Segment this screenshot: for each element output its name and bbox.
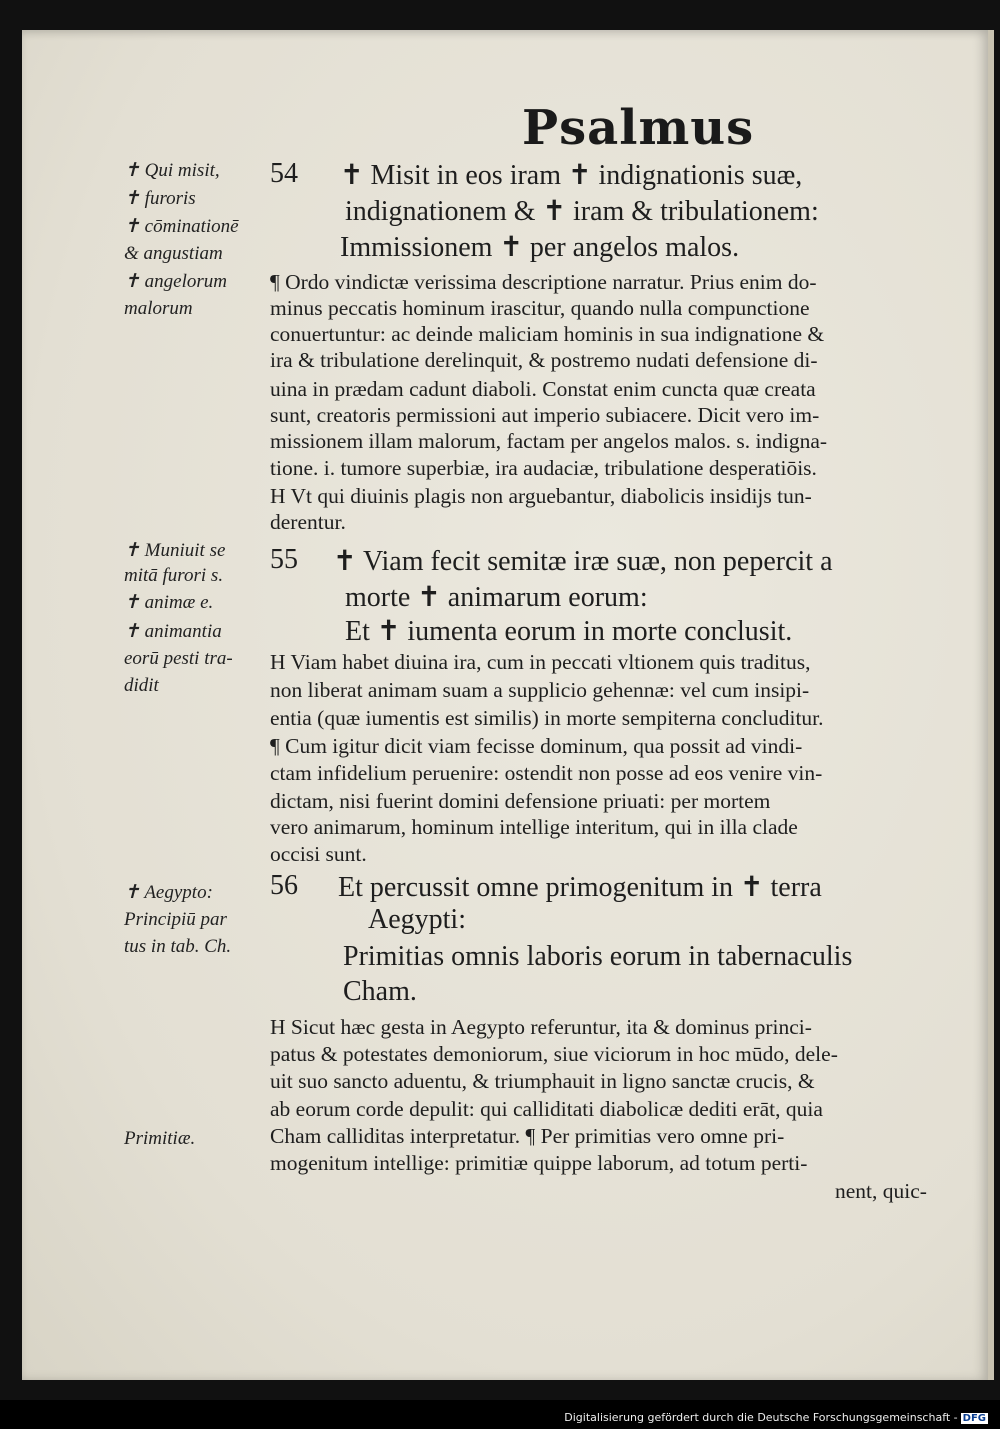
page-edge — [988, 30, 994, 1380]
commentary-line: dictam, nisi fuerint domini defensione priuati: per mortem — [270, 789, 771, 813]
commentary-line: H Sicut hæc gesta in Aegypto referuntur, ita & dominus princi- — [270, 1015, 812, 1039]
margin-note: ✝ Aegypto: — [124, 882, 213, 903]
commentary-line: H Viam habet diuina ira, cum in peccati vltionem quis traditus, — [270, 650, 811, 674]
margin-note: Primitiæ. — [124, 1128, 196, 1149]
margin-note: mitā furori s. — [124, 565, 224, 586]
margin-note: ✝ furoris — [124, 188, 196, 209]
commentary-line: occisi sunt. — [270, 842, 367, 866]
verse-number: 54 — [270, 158, 298, 189]
digitization-credit — [564, 1411, 988, 1424]
verse-line: morte ✝ animarum eorum: — [345, 582, 648, 613]
commentary-line: minus peccatis hominum irascitur, quando nulla compunctione — [270, 296, 810, 320]
commentary-line: vero animarum, hominum intellige interitum, qui in illa clade — [270, 815, 798, 839]
verse-number: 55 — [270, 544, 298, 575]
margin-note: ✝ Qui misit, — [124, 160, 220, 181]
margin-note: eorū pesti tra- — [124, 648, 233, 669]
verse-line: Et percussit omne primogenitum in ✝ terra — [338, 872, 822, 903]
margin-note: ✝ angelorum — [124, 271, 227, 292]
verse-line: ✝ Misit in eos iram ✝ indignationis suæ, — [340, 160, 803, 191]
commentary-line: entia (quæ iumentis est similis) in morte sempiterna concluditur. — [270, 706, 824, 730]
commentary-line: conuertuntur: ac deinde maliciam hominis in sua indignatione & — [270, 322, 825, 346]
verse-line: Aegypti: — [368, 904, 466, 935]
commentary-line: uit suo sancto aduentu, & triumphauit in ligno sanctæ crucis, & — [270, 1069, 815, 1093]
commentary-line: sunt, creatoris permissioni aut imperio subiacere. Dicit vero im- — [270, 403, 820, 427]
dfg-logo: DFG — [962, 1412, 986, 1424]
commentary-line: non liberat animam suam a supplicio gehennæ: vel cum insipi- — [270, 678, 810, 702]
verse-line: Cham. — [343, 976, 417, 1007]
margin-note: ✝ cōminationē — [124, 216, 239, 237]
margin-note: malorum — [124, 298, 193, 319]
verse-line: indignationem & ✝ iram & tribulationem: — [345, 196, 819, 227]
margin-note: Principiū par — [124, 909, 227, 930]
page-title: Psalmus — [522, 100, 755, 156]
commentary-line: ab eorum corde depulit: qui calliditati diabolicæ dediti erāt, quia — [270, 1097, 823, 1121]
commentary-line: nent, quic- — [835, 1179, 927, 1203]
commentary-line: Cham calliditas interpretatur. ¶ Per primitias vero omne pri- — [270, 1124, 785, 1148]
commentary-line: ira & tribulatione derelinquit, & postremo nudati defensione di- — [270, 348, 818, 372]
margin-note: ✝ Muniuit se — [124, 540, 226, 561]
margin-note: & angustiam — [124, 243, 223, 264]
commentary-line: mogenitum intellige: primitiæ quippe laborum, ad totum perti- — [270, 1151, 808, 1175]
commentary-line: derentur. — [270, 510, 346, 534]
commentary-line: patus & potestates demoniorum, siue viciorum in hoc mūdo, dele- — [270, 1042, 838, 1066]
commentary-line: uina in prædam cadunt diaboli. Constat enim cuncta quæ creata — [270, 377, 816, 401]
verse-number: 56 — [270, 870, 298, 901]
margin-note: ✝ animantia — [124, 621, 222, 642]
margin-note: ✝ animæ e. — [124, 592, 214, 613]
commentary-line: ctam infidelium peruenire: ostendit non posse ad eos venire vin- — [270, 761, 823, 785]
commentary-line: missionem illam malorum, factam per angelos malos. s. indigna- — [270, 429, 828, 453]
margin-note: tus in tab. Ch. — [124, 936, 232, 957]
commentary-line: ¶ Cum igitur dicit viam fecisse dominum, qua possit ad vindi- — [270, 734, 803, 758]
verse-line: ✝ Viam fecit semitæ iræ suæ, non pepercit a — [333, 546, 833, 577]
verse-line: Primitias omnis laboris eorum in tabernaculis — [343, 941, 853, 972]
commentary-line: ¶ Ordo vindictæ verissima descriptione narratur. Prius enim do- — [270, 270, 817, 294]
commentary-line: H Vt qui diuinis plagis non arguebantur, diabolicis insidijs tun- — [270, 484, 812, 508]
verse-line: Et ✝ iumenta eorum in morte conclusit. — [345, 616, 793, 647]
credit-text: Digitalisierung gefördert durch die Deutsche Forschungsgemeinschaft - — [564, 1411, 958, 1424]
verse-line: Immissionem ✝ per angelos malos. — [340, 232, 740, 263]
commentary-line: tione. i. tumore superbiæ, ira audaciæ, tribulatione desperatiōis. — [270, 456, 817, 480]
margin-note: didit — [124, 675, 159, 696]
